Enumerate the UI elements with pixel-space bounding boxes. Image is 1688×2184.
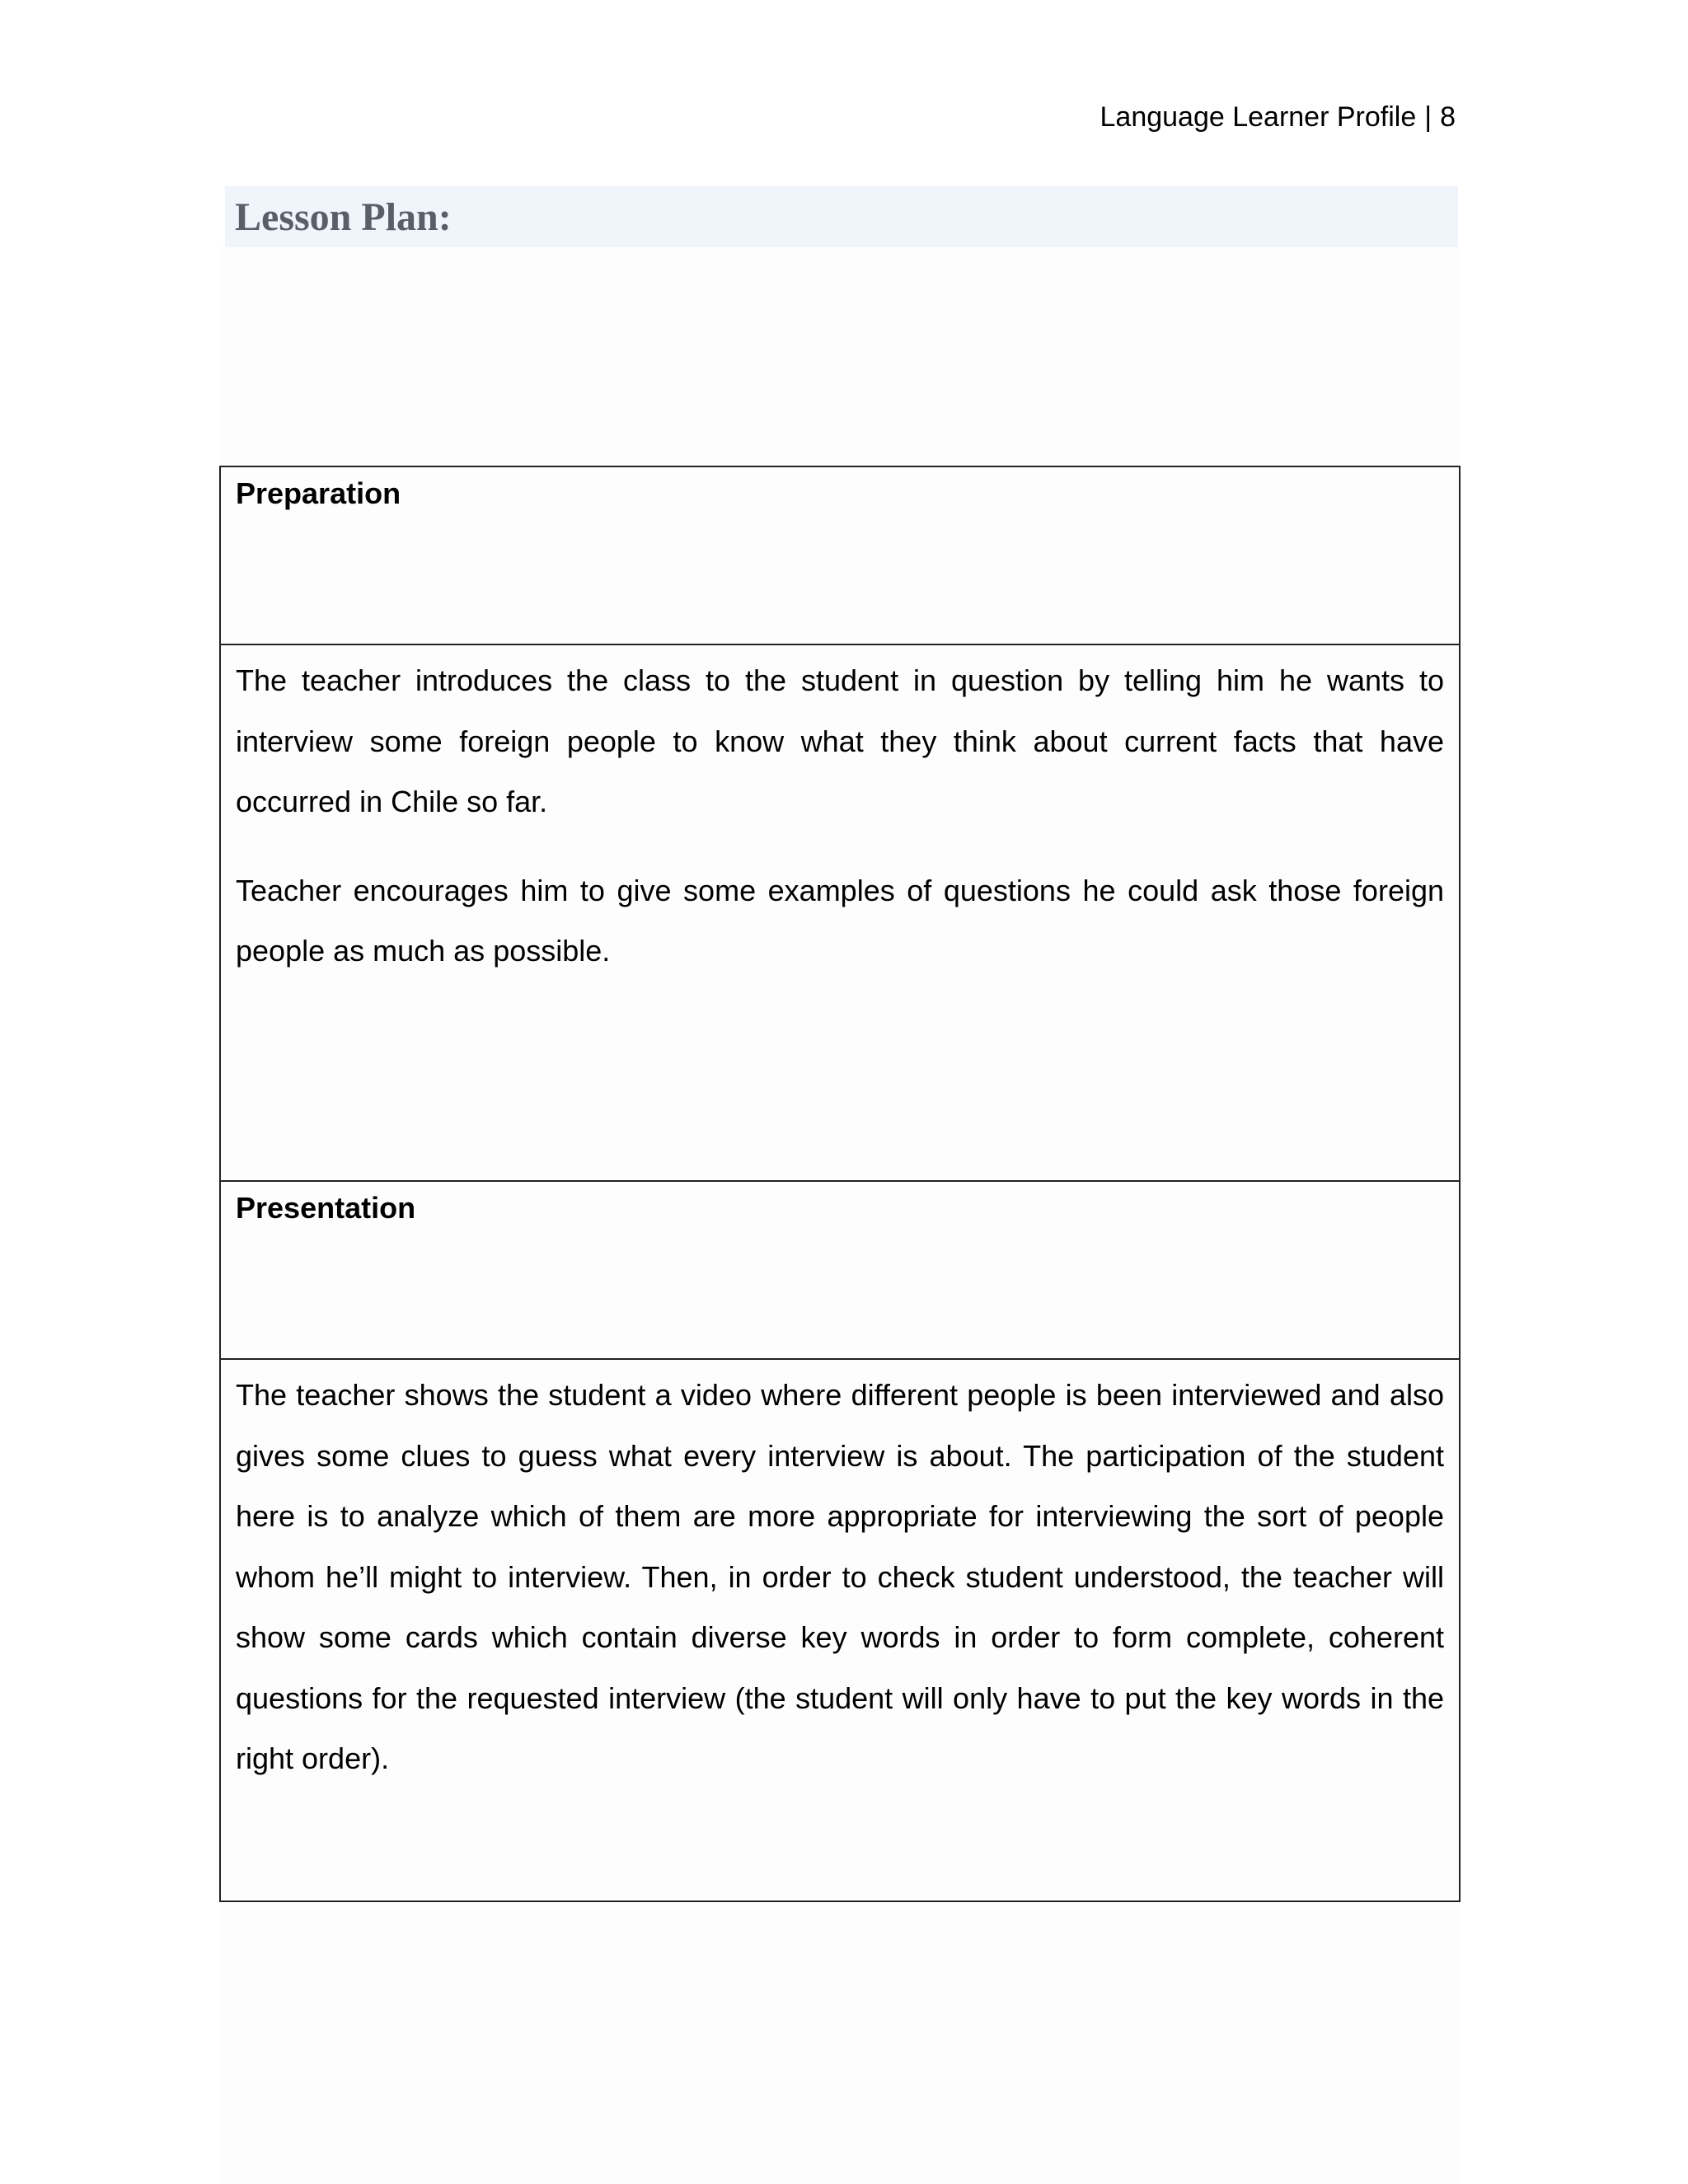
- table-row-presentation-body: [221, 1360, 1459, 1900]
- header-separator: |: [1424, 101, 1432, 133]
- section-title-band: [225, 186, 1458, 247]
- table-row-preparation-heading: [221, 467, 1459, 645]
- page-number: 8: [1440, 101, 1456, 133]
- presentation-heading: Presentation: [236, 1191, 416, 1225]
- section-title: Lesson Plan:: [235, 195, 452, 239]
- table-row-preparation-body: [221, 645, 1459, 1182]
- presentation-paragraph-1: The teacher shows the student a video where different people is been interviewed and also gives some clues to guess what every interview is about. The participation of the student here is to analyze which of them are more appropriate for interviewing the sort of people whom he’ll might to interview. Then, in order to check student understood, the teacher will show some cards which contain diverse key words in order to form complete, coherent questions for the requested interview (the student will only have to put the key words in the right order).: [236, 1378, 1444, 1775]
- preparation-paragraph-1: The teacher introduces the class to the student in question by telling him he wants to interview some foreign people to know what they think about current facts that have occurred in Chile so far.: [236, 663, 1444, 818]
- preparation-paragraph-2: Teacher encourages him to give some examples of questions he could ask those foreign people as much as possible.: [236, 873, 1444, 968]
- lesson-plan-table: [219, 466, 1461, 1902]
- preparation-heading: Preparation: [236, 476, 401, 510]
- running-header: [1100, 97, 1456, 137]
- header-title: Language Learner Profile: [1100, 101, 1417, 133]
- table-row-presentation-heading: [221, 1182, 1459, 1360]
